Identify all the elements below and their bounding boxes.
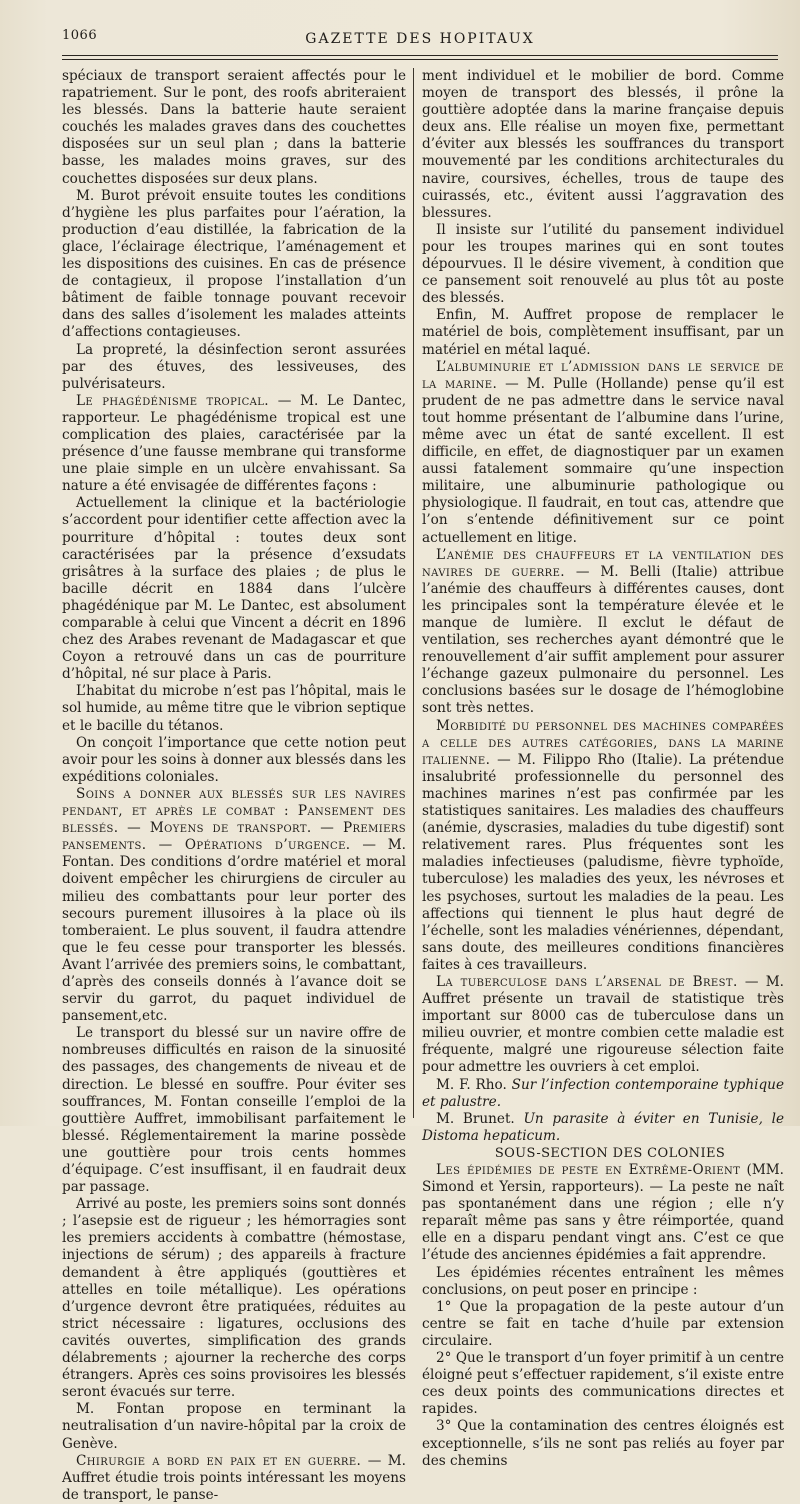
paragraph: Les épidémies récentes entraînent les mêmes conclusions, on peut poser en principe : — [422, 1264, 784, 1298]
paragraph — [422, 974, 784, 1077]
author-lead: M. F. Rho. — [436, 1076, 512, 1093]
paragraph: spéciaux de transport seraient affectés pour le rapatriement. Sur le pont, des roofs abriteraient les blessés. Dans la batterie haute seraient couchés les malades graves dans des couchettes disposées sur un seul plan ; dans la batterie basse, les malades moins graves, sur des couchettes disposées sur deux plans. — [62, 68, 406, 187]
paragraph — [422, 547, 784, 718]
paragraph-text: — M. Auffret présente un travail de statistique très important sur 8000 cas de tuberculose dans un milieu ouvrier, et montre combien cette maladie est fréquente, malgré une rigoureuse sélection faite pour admettre les ouvriers à cet emploi. — [422, 973, 784, 1076]
paragraph: Le transport du blessé sur un navire offre de nombreuses difficultés en raison de la sinuosité des passages, des changements de niveau et de direction. Le blessé en souffre. Pour éviter ses souffrances, M. Fontan conseille l’emploi de la gouttière Auffret, immobilisant parfaitement le blessé. Réglementairement la marine possède une gouttière pour trois cents hommes d’équipage. C’est insuffisant, il en faudrait deux par passage. — [62, 1025, 406, 1196]
right-column — [422, 68, 784, 1470]
paragraph: 2° Que le transport d’un foyer primitif à un centre éloigné peut s’effectuer rapidement, s’il existe entre ces deux points des communications directes et rapides. — [422, 1350, 784, 1418]
paragraph — [422, 1111, 784, 1145]
author-lead: M. Brunet. — [436, 1110, 524, 1127]
header-rule-thin — [62, 59, 778, 60]
page-number: 1066 — [62, 28, 98, 43]
paragraph — [62, 393, 406, 496]
paragraph: M. Burot prévoit ensuite toutes les conditions d’hygiène les plus parfaites pour l’aération, la production d’eau distillée, la fabrication de la glace, l’éclairage électrique, l’aménagement et les dispositions des cuisines. En cas de présence de contagieux, il propose l’installation d’un bâtiment de faible tonnage pouvant recevoir dans des salles d’isolement les malades atteints d’affections contagieuses. — [62, 187, 406, 341]
section-heading: Soins a donner aux blessés sur les navires pendant, et après le combat : Pansement des blessés. — Moyens de transport. — Premiers pansements. — Opérations d’urgence. — [62, 785, 406, 854]
left-column — [62, 68, 406, 1504]
section-heading: Le phagédénisme tropical. — [76, 392, 270, 409]
section-heading: Chirurgie a bord en paix et en guerre. — [76, 1452, 362, 1469]
paragraph-text: — M. Belli (Italie) attribue l’anémie des chauffeurs à différentes causes, dont les principales sont la température élevée et le manque de lumière. Il exclut le défaut de ventilation, ses recherches ayant démontré que le renouvellement d’air suffit amplement pour assurer l’échange gazeux pulmonaire du personnel. Les conclusions basées sur le dosage de l’hémoglobine sont très nettes. — [422, 563, 784, 717]
paragraph: La propreté, la désinfection seront assurées par des étuves, des lessiveuses, des pulvérisateurs. — [62, 341, 406, 392]
section-heading: L’albuminurie et l’admission dans le service de la marine. — [422, 358, 784, 392]
communication-title: Sur l’infection contemporaine typhique et palustre. — [422, 1076, 784, 1110]
header-rule-thick — [62, 55, 778, 56]
paragraph-text: — M. Filippo Rho (Italie). La prétendue insalubrité professionnelle du personnel des machines marines n’est pas confirmée par les statistiques sanitaires. Les maladies des chauffeurs (anémie, dyscrasies, maladies du tube digestif) sont relativement rares. Plus fréquentes sont les maladies infectieuses (paludisme, fièvre typhoïde, tuberculose) les maladies des yeux, les névroses et les psychoses, surtout les maladies de la peau. Les affections qui tiennent le plus haut degré de l’échelle, sont les maladies vénériennes, dépendant, sans doute, des meilleures conditions financières faites à ces travailleurs. — [422, 751, 784, 973]
paragraph-text: — M. Le Dantec, rapporteur. Le phagédénisme tropical est une complication des plaies, caractérisée par la présence d’une fausse membrane qui transforme une plaie simple en un ulcère envahissant. Sa nature a été envisagée de différentes façons : — [62, 392, 407, 495]
section-heading: La tuberculose dans l’arsenal de Brest. — [436, 973, 738, 990]
column-divider — [413, 68, 414, 1118]
paragraph-text: — M. Fontan. Des conditions d’ordre matériel et moral doivent empêcher les chirurgiens de circuler au milieu des combattants pour leur porter des secours purement illusoires à la place où ils tomberaient. Le plus souvent, il faudra attendre que le feu cesse pour transporter les blessés. Avant l’arrivée des premiers soins, le combattant, d’après des conseils donnés à l’avance doit se servir du garrot, du paquet individuel de pansement,etc. — [62, 837, 406, 1025]
paragraph: Actuellement la clinique et la bactériologie s’accordent pour identifier cette affection avec la pourriture d’hôpital : toutes deux sont caractérisées par la présence d’exsudats grisâtres à la surface des plaies ; de plus le bacille décrit en 1884 dans l’ulcère phagédénique par M. Le Dantec, est absolument comparable à celui que Vincent a décrit en 1896 chez des Arabes revenant de Madagascar et que Coyon a retrouvé dans un cas de pourriture d’hôpital, né sur place à Paris. — [62, 495, 406, 683]
paragraph: Arrivé au poste, les premiers soins sont donnés ; l’asepsie est de rigueur ; les hémorragies sont les premiers accidents à combattre (hémostase, injections de sérum) ; des appareils à fracture demandent à être appliqués (gouttières et attelles en toile métallique). Les opérations d’urgence devront être pratiquées, réduites au strict nécessaire : ligatures, occlusions des cavités ouvertes, simplification des grands délabrements ; ajourner la recherche des corps étrangers. Après ces soins provisoires les blessés seront évacués sur terre. — [62, 1196, 406, 1401]
paragraph: Enfin, M. Auffret propose de remplacer le matériel de bois, complètement insuffisant, par un matériel en métal laqué. — [422, 307, 784, 358]
section-heading: L’anémie des chauffeurs et la ventilation des navires de guerre. — [422, 546, 784, 580]
communication-title: Un parasite à éviter en Tunisie, le Distoma hepaticum. — [422, 1110, 784, 1144]
page-header — [62, 28, 778, 50]
paragraph-text: — M. Pulle (Hollande) pense qu’il est prudent de ne pas admettre dans le service naval tout homme présentant de l’albumine dans l’urine, même avec un état de santé excellent. Il est difficile, en effet, de diagnostiquer par un examen aussi fatalement sommaire qu’une inspection militaire, une albuminurie pathologique ou physiologique. Il faudrait, en tout cas, attendre que l’on s’entende définitivement sur ce point actuellement en litige. — [422, 375, 784, 546]
subsection-title: SOUS-SECTION DES COLONIES — [494, 1145, 726, 1161]
paragraph: L’habitat du microbe n’est pas l’hôpital, mais le sol humide, au même titre que le vibrion septique et le bacille du tétanos. — [62, 683, 406, 734]
paragraph — [422, 1162, 784, 1265]
paragraph: 1° Que la propagation de la peste autour d’un centre se fait en tache d’huile par extension circulaire. — [422, 1298, 784, 1349]
paragraph-text: — M. Auffret étudie trois points intéressant les moyens de transport, le panse- — [62, 1452, 406, 1503]
paragraph — [422, 718, 784, 974]
paragraph — [62, 786, 406, 1025]
section-heading: Les épidémies de peste en Extrême-Orient — [436, 1162, 741, 1178]
paragraph: ment individuel et le mobilier de bord. Comme moyen de transport des blessés, il prône la gouttière adoptée dans la marine française depuis deux ans. Elle réalise un moyen fixe, permettant d’éviter aux blessés les souffrances du transport mouvementé par les conditions architecturales du navire, coursives, échelles, trous de taupe des cuirassés, etc., évitent aussi l’aggravation des blessures. — [422, 68, 784, 221]
paragraph — [422, 1077, 784, 1111]
paragraph: Il insiste sur l’utilité du pansement individuel pour les troupes marines qui en sont toutes dépourvues. Il le désire vivement, à condition que ce pansement soit renouvelé au plus tôt au poste des blessés. — [422, 221, 784, 307]
paragraph — [422, 359, 784, 547]
paragraph: M. Fontan propose en terminant la neutralisation d’un navire-hôpital par la croix de Genève. — [62, 1401, 406, 1452]
paragraph-text: (MM. Simond et Yersin, rapporteurs). — La peste ne naît pas spontanément dans une région ; elle n’y reparaît même pas sans y être réimportée, quand elle en a disparu pendant vingt ans. C’est ce que l’étude des anciennes épidémies a fait apprendre. — [422, 1162, 784, 1264]
paragraph: On conçoit l’importance que cette notion peut avoir pour les soins à donner aux blessés dans les expéditions coloniales. — [62, 734, 406, 785]
running-title: GAZETTE DES HOPITAUX — [305, 31, 535, 47]
paragraph — [62, 1453, 406, 1504]
section-heading: Morbidité du personnel des machines comparées a celle des autres catégories, dans la marine italienne. — [422, 717, 784, 768]
paragraph: 3° Que la contamination des centres éloignés est exceptionnelle, s’ils ne sont pas reliés au foyer par des chemins — [422, 1418, 784, 1469]
